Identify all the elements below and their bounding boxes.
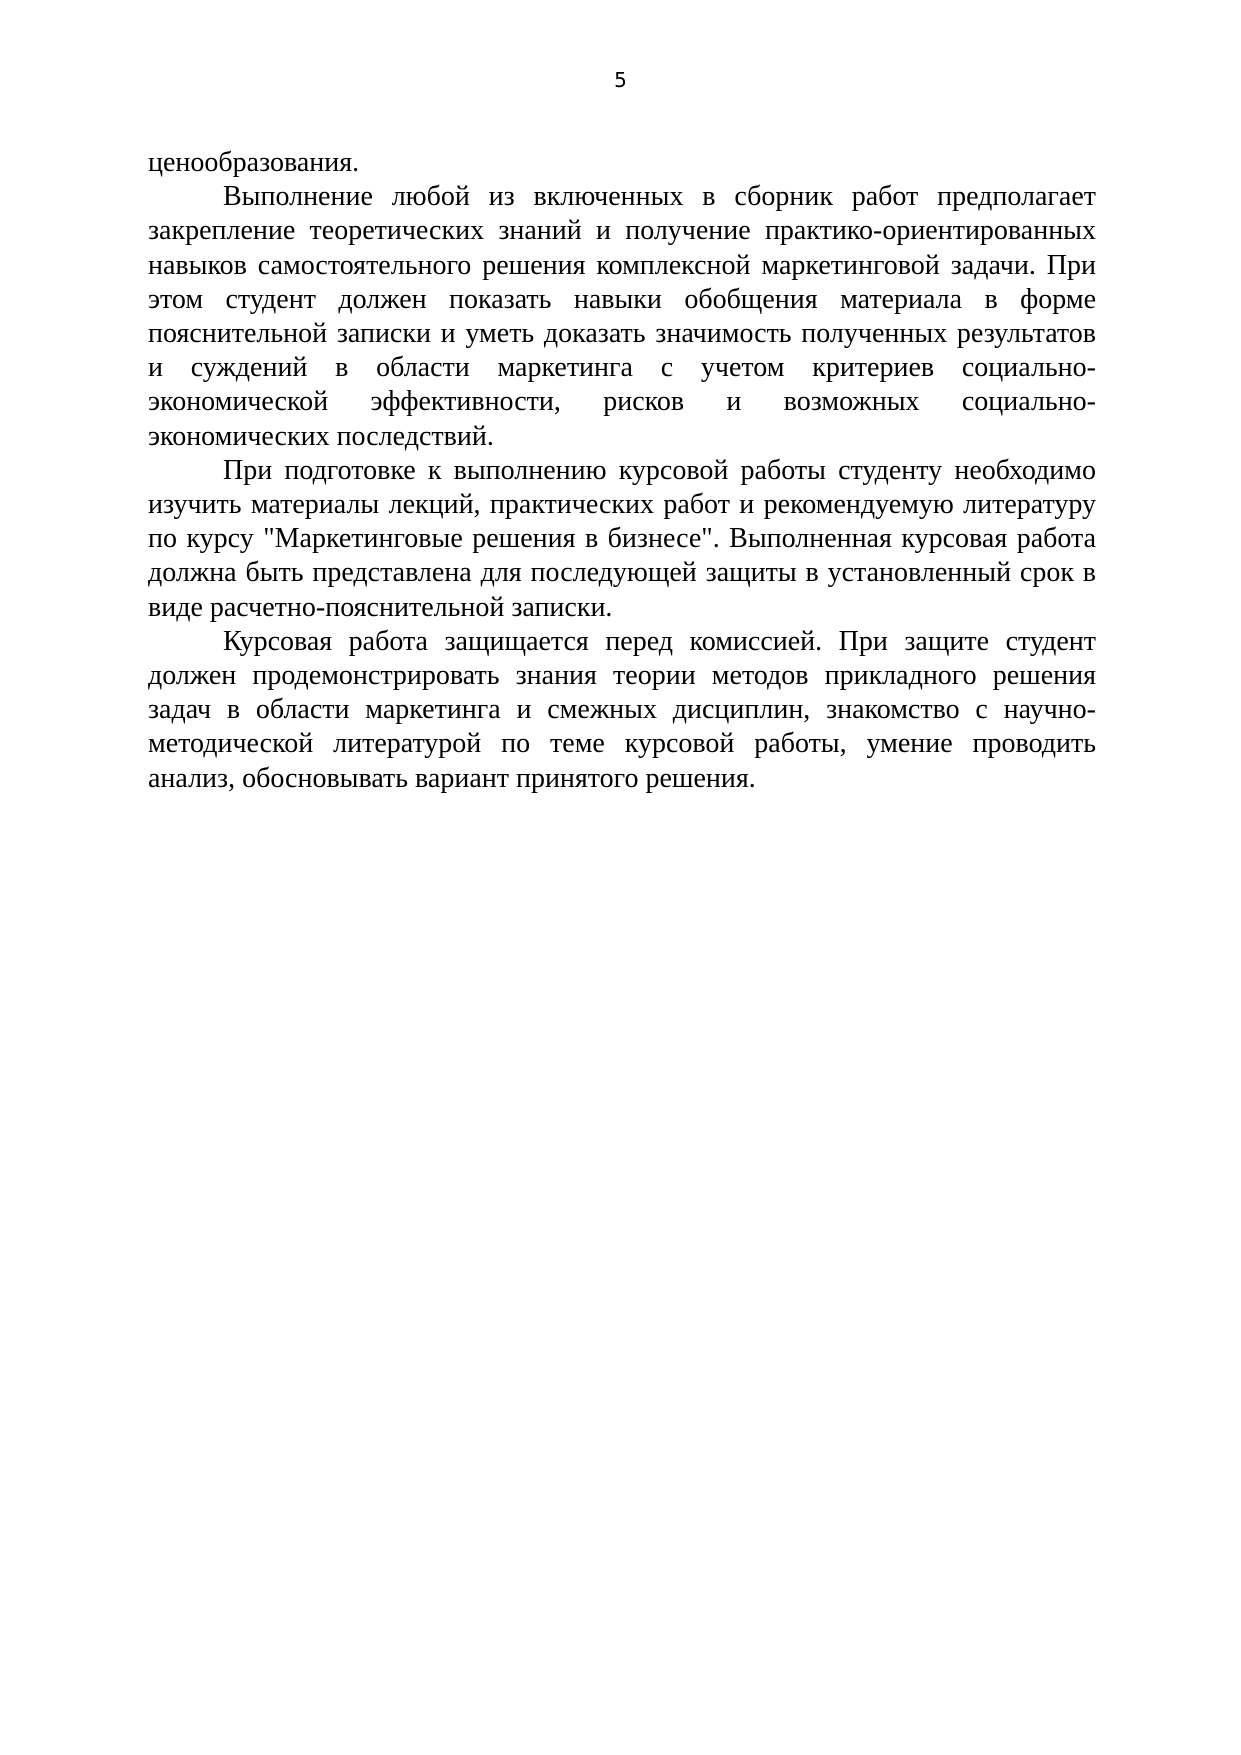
document-body xyxy=(148,146,1096,796)
page-number: 5 xyxy=(614,68,627,92)
paragraph-defense: Курсовая работа защищается перед комиссией. При защите студент должен продемонстрировать знания теории методов прикладного решения задач в области маркетинга и смежных дисциплин, знакомство с научно-методической литературой по теме курсовой работы, умение проводить анализ, обосновывать вариант принятого решения. xyxy=(148,625,1096,794)
paragraph-course-works: Выполнение любой из включенных в сборник работ предполагает закрепление теоретических знаний и получение практико-ориентированных навыков самостоятельного решения комплексной маркетинговой задачи. При этом студент должен показать навыки обобщения материала в форме пояснительной записки и уметь доказать значимость полученных результатов и суждений в области маркетинга с учетом критериев социально-экономической эффективности, рисков и возможных социально-экономических последствий. xyxy=(148,181,1096,452)
paragraph-preparation: При подготовке к выполнению курсовой работы студенту необходимо изучить материалы лекций, практических работ и рекомендуемую литературу по курсу "Маркетинговые решения в бизнесе". Выполненная курсовая работа должна быть представлена для последующей защиты в установленный срок в виде расчетно-пояснительной записки. xyxy=(148,454,1096,623)
paragraph-continuation: ценообразования. xyxy=(148,147,360,178)
